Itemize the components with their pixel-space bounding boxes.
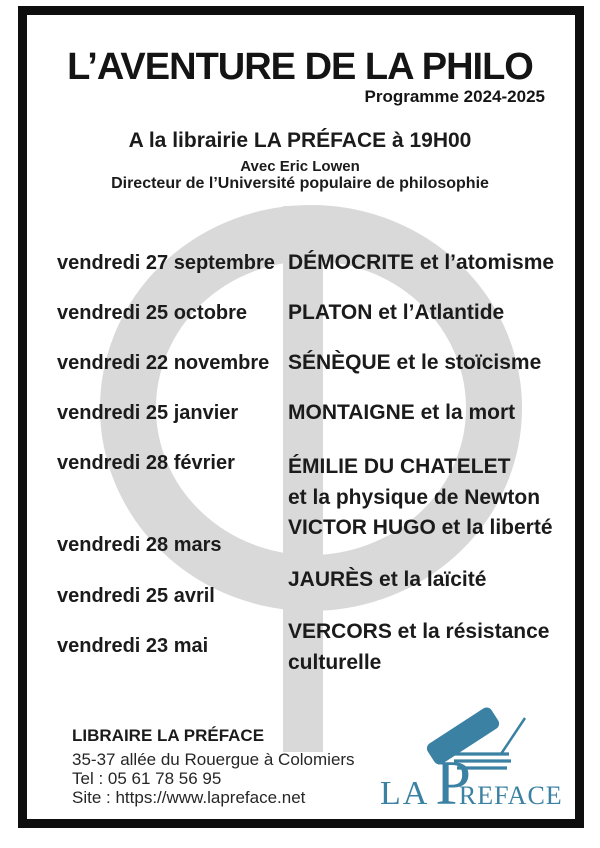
host-line: Avec Eric Lowen [240,158,360,175]
event-topic: VERCORS et la résistance [288,620,550,643]
event-date: vendredi 28 mars [57,534,222,556]
bookstore-phone: Tel : 05 61 78 56 95 [72,769,222,788]
event-topic: DÉMOCRITE et l’atomisme [288,251,555,274]
event-topic: SÉNÈQUE et le stoïcisme [288,351,542,374]
bookstore-website: Site : https://www.lapreface.net [72,788,306,807]
event-date: vendredi 25 octobre [57,302,248,324]
event-date: vendredi 22 novembre [57,352,270,374]
venue-line: A la librairie LA PRÉFACE à 19H00 [128,129,472,152]
event-topic: PLATON et l’Atlantide [288,301,505,324]
event-topic: ÉMILIE DU CHATELET [288,455,511,478]
logo-initial-p: P [435,747,471,818]
event-date: vendredi 23 mai [57,635,209,657]
event-date: vendredi 25 janvier [57,402,239,424]
bookstore-address: 35-37 allée du Rouergue à Colomiers [72,750,355,769]
event-topic: VICTOR HUGO et la liberté [288,516,553,539]
event-topic: et la physique de Newton [288,486,541,509]
page-title: L’AVENTURE DE LA PHILO [67,46,533,88]
bookstore-name: LIBRAIRE LA PRÉFACE [72,726,265,745]
event-topic: MONTAIGNE et la mort [288,401,516,424]
event-topic: culturelle [288,651,382,674]
event-date: vendredi 28 février [57,452,235,474]
programme-year-label: Programme 2024-2025 [364,87,545,106]
logo-word-reface: REFACE [458,781,563,810]
event-date: vendredi 25 avril [57,585,215,607]
logo-wordmark [380,747,563,818]
host-role-line: Directeur de l’Université populaire de philosophie [111,175,489,192]
logo-word-la: LA [380,775,430,812]
event-date: vendredi 27 septembre [57,252,275,274]
event-topic: JAURÈS et la laïcité [288,568,487,591]
